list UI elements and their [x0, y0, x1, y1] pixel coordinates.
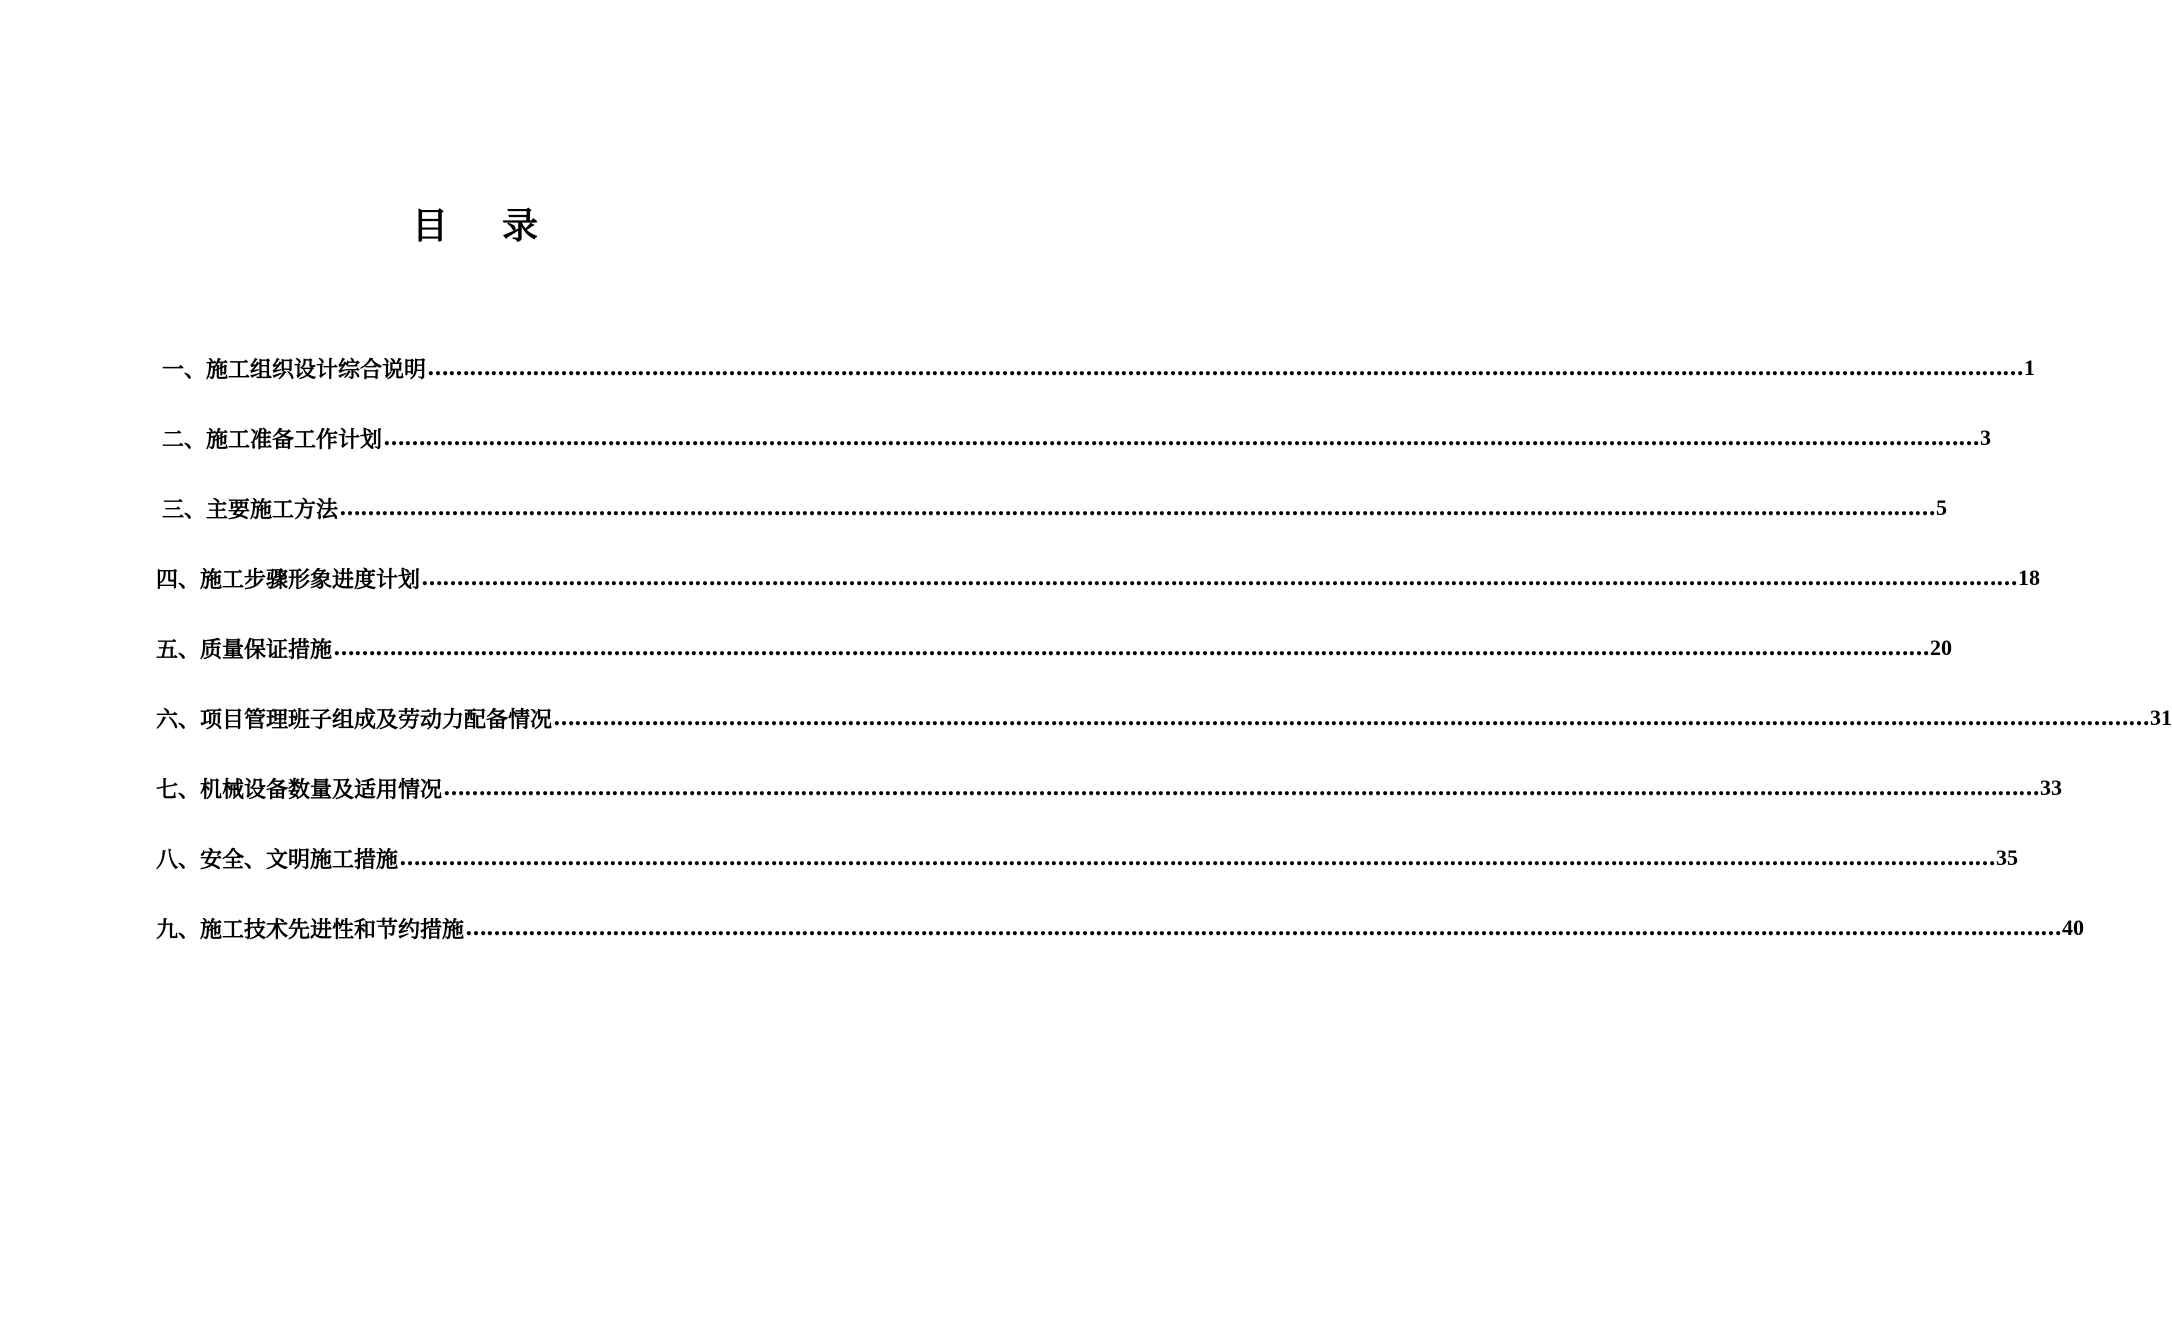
- toc-leader: …………………………………………………………………………………………………………………………………………………………………………………………………………: [333, 635, 1930, 661]
- toc-leader: …………………………………………………………………………………………………………………………………………………………………………………………………………: [399, 845, 1996, 871]
- toc-entry-page: 40: [2062, 915, 2085, 940]
- toc-entry-page: 18: [2018, 565, 2041, 590]
- toc-entry-label: 七、机械设备数量及适用情况: [156, 776, 443, 803]
- toc-leader: …………………………………………………………………………………………………………………………………………………………………………………………………………: [421, 565, 2018, 591]
- toc-leader: …………………………………………………………………………………………………………………………………………………………………………………………………………: [465, 915, 2062, 941]
- toc-title-char-1: 目: [411, 205, 448, 247]
- toc-entry-9: [156, 906, 2085, 950]
- toc-entry-7: [156, 766, 2063, 810]
- toc-entry-label: 四、施工步骤形象进度计划: [156, 566, 421, 593]
- toc-entry-label: 六、项目管理班子组成及劳动力配备情况: [156, 706, 553, 733]
- toc-entry-label: 三、主要施工方法: [162, 496, 339, 523]
- toc-entry-page: 20: [1930, 635, 1953, 660]
- toc-leader: …………………………………………………………………………………………………………………………………………………………………………………………………………: [383, 425, 1980, 451]
- toc-entry-page: 5: [1936, 495, 1948, 520]
- toc-leader: …………………………………………………………………………………………………………………………………………………………………………………………………………: [427, 355, 2024, 381]
- toc-entry-1: [162, 346, 2036, 390]
- toc-entry-page: 33: [2040, 775, 2063, 800]
- toc-leader: …………………………………………………………………………………………………………………………………………………………………………………………………………: [443, 775, 2040, 801]
- toc-entry-label: 五、质量保证措施: [156, 636, 333, 663]
- toc-entry-page: 3: [1980, 425, 1992, 450]
- toc-entry-page: 31: [2150, 705, 2172, 730]
- toc-entry-page: 1: [2024, 355, 2036, 380]
- toc-title: [0, 198, 950, 254]
- toc-entry-label: 九、施工技术先进性和节约措施: [156, 916, 465, 943]
- toc-leader: …………………………………………………………………………………………………………………………………………………………………………………………………………: [553, 705, 2150, 731]
- toc-entry-5: [156, 626, 1953, 670]
- toc-title-char-2: 录: [502, 205, 539, 247]
- toc-entry-page: 35: [1996, 845, 2019, 870]
- toc-entry-8: [156, 836, 2019, 880]
- toc-entry-3: [162, 486, 1948, 530]
- toc-entry-label: 一、施工组织设计综合说明: [162, 356, 427, 383]
- toc-entry-label: 二、施工准备工作计划: [162, 426, 383, 453]
- toc-entry-2: [162, 416, 1992, 460]
- toc-leader: …………………………………………………………………………………………………………………………………………………………………………………………………………: [339, 495, 1936, 521]
- toc-entry-label: 八、安全、文明施工措施: [156, 846, 399, 873]
- toc-entry-6: [156, 696, 2172, 740]
- toc-entry-4: [156, 556, 2041, 600]
